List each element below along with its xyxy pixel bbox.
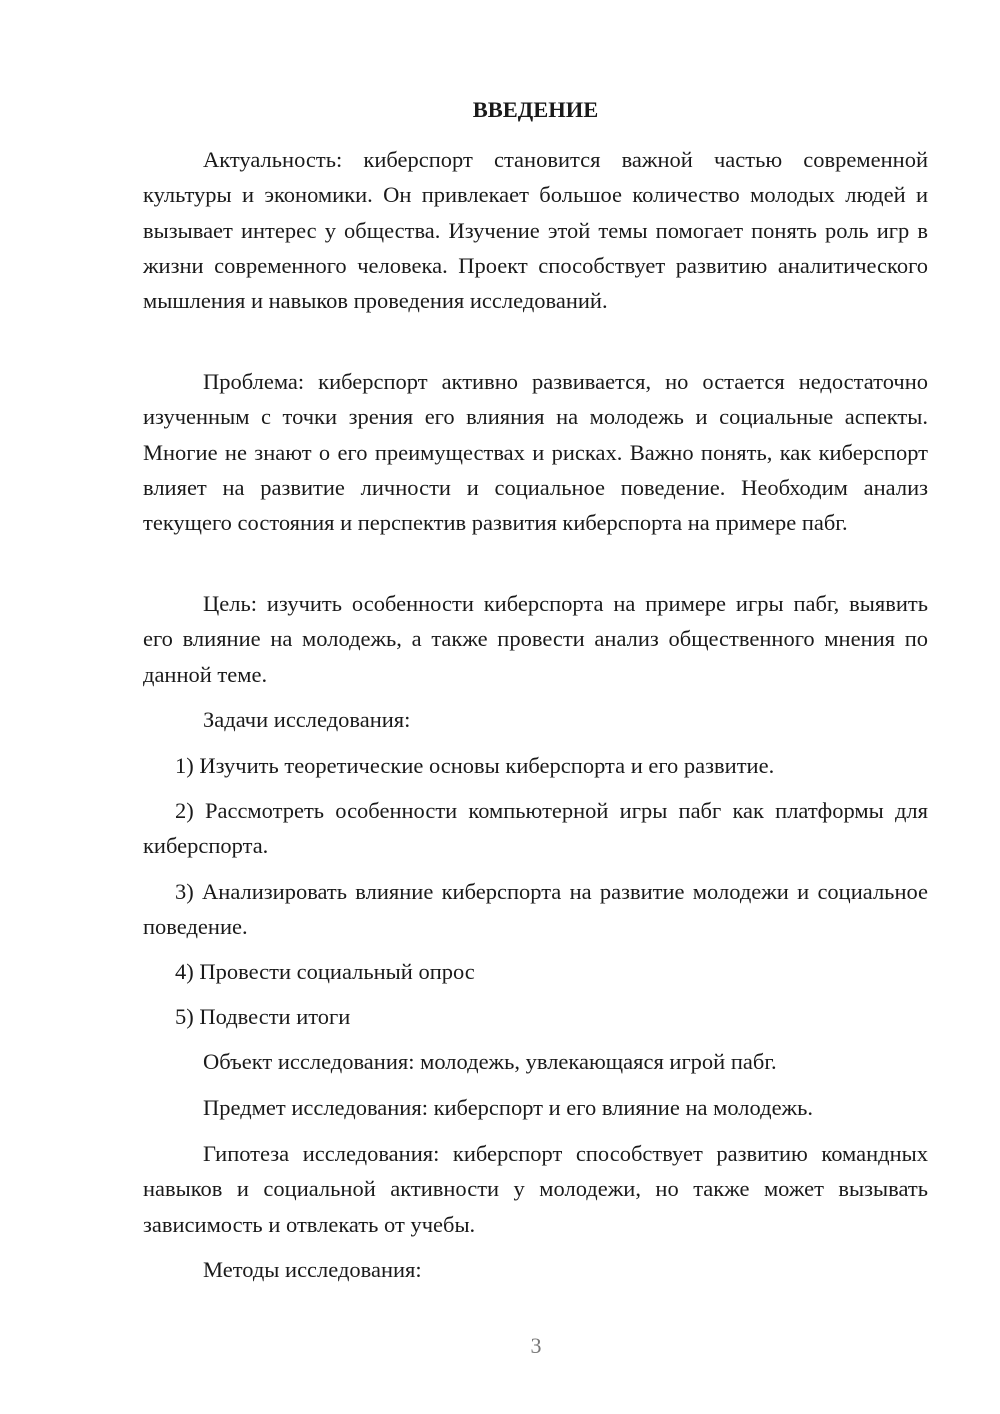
page-number: 3 bbox=[530, 1333, 542, 1358]
methods-heading: Методы исследования: bbox=[203, 1257, 422, 1282]
paragraph-relevance: Актуальность: киберспорт становится важной частью современной культуры и экономики. Он привлекает большое количество молодых людей и вызывает интерес у общества. Изучение этой темы помогает понять роль игр в жизни современного человека. Проект способствует развитию аналитического мышления и навыков проведения исследований. bbox=[143, 147, 928, 314]
tasks-heading: Задачи исследования: bbox=[203, 707, 411, 732]
paragraph-hypothesis: Гипотеза исследования: киберспорт способствует развитию командных навыков и социальной активности у молодежи, но также может вызывать зависимость и отвлекать от учебы. bbox=[143, 1141, 928, 1237]
task-item-1: 1) Изучить теоретические основы киберспорта и его развитие. bbox=[175, 753, 775, 778]
task-item-2: 2) Рассмотреть особенности компьютерной игры пабг как платформы для киберспорта. bbox=[143, 798, 928, 859]
paragraph-goal: Цель: изучить особенности киберспорта на примере игры пабг, выявить его влияние на молодежь, а также провести анализ общественного мнения по данной теме. bbox=[143, 591, 928, 687]
task-item-3: 3) Анализировать влияние киберспорта на развитие молодежи и социальное поведение. bbox=[143, 879, 928, 940]
task-item-5: 5) Подвести итоги bbox=[175, 1004, 351, 1029]
paragraph-problem: Проблема: киберспорт активно развивается, но остается недостаточно изученным с точки зрения его влияния на молодежь и социальные аспекты. Многие не знают о его преимуществах и рисках. Важно понять, как киберспорт влияет на развитие личности и социальное поведение. Необходим анализ текущего состояния и перспектив развития киберспорта на примере пабг. bbox=[143, 369, 928, 536]
paragraph-object: Объект исследования: молодежь, увлекающаяся игрой пабг. bbox=[203, 1049, 777, 1074]
paragraph-subject: Предмет исследования: киберспорт и его влияние на молодежь. bbox=[203, 1095, 813, 1120]
task-item-4: 4) Провести социальный опрос bbox=[175, 959, 475, 984]
page-title: ВВЕДЕНИЕ bbox=[472, 97, 599, 122]
